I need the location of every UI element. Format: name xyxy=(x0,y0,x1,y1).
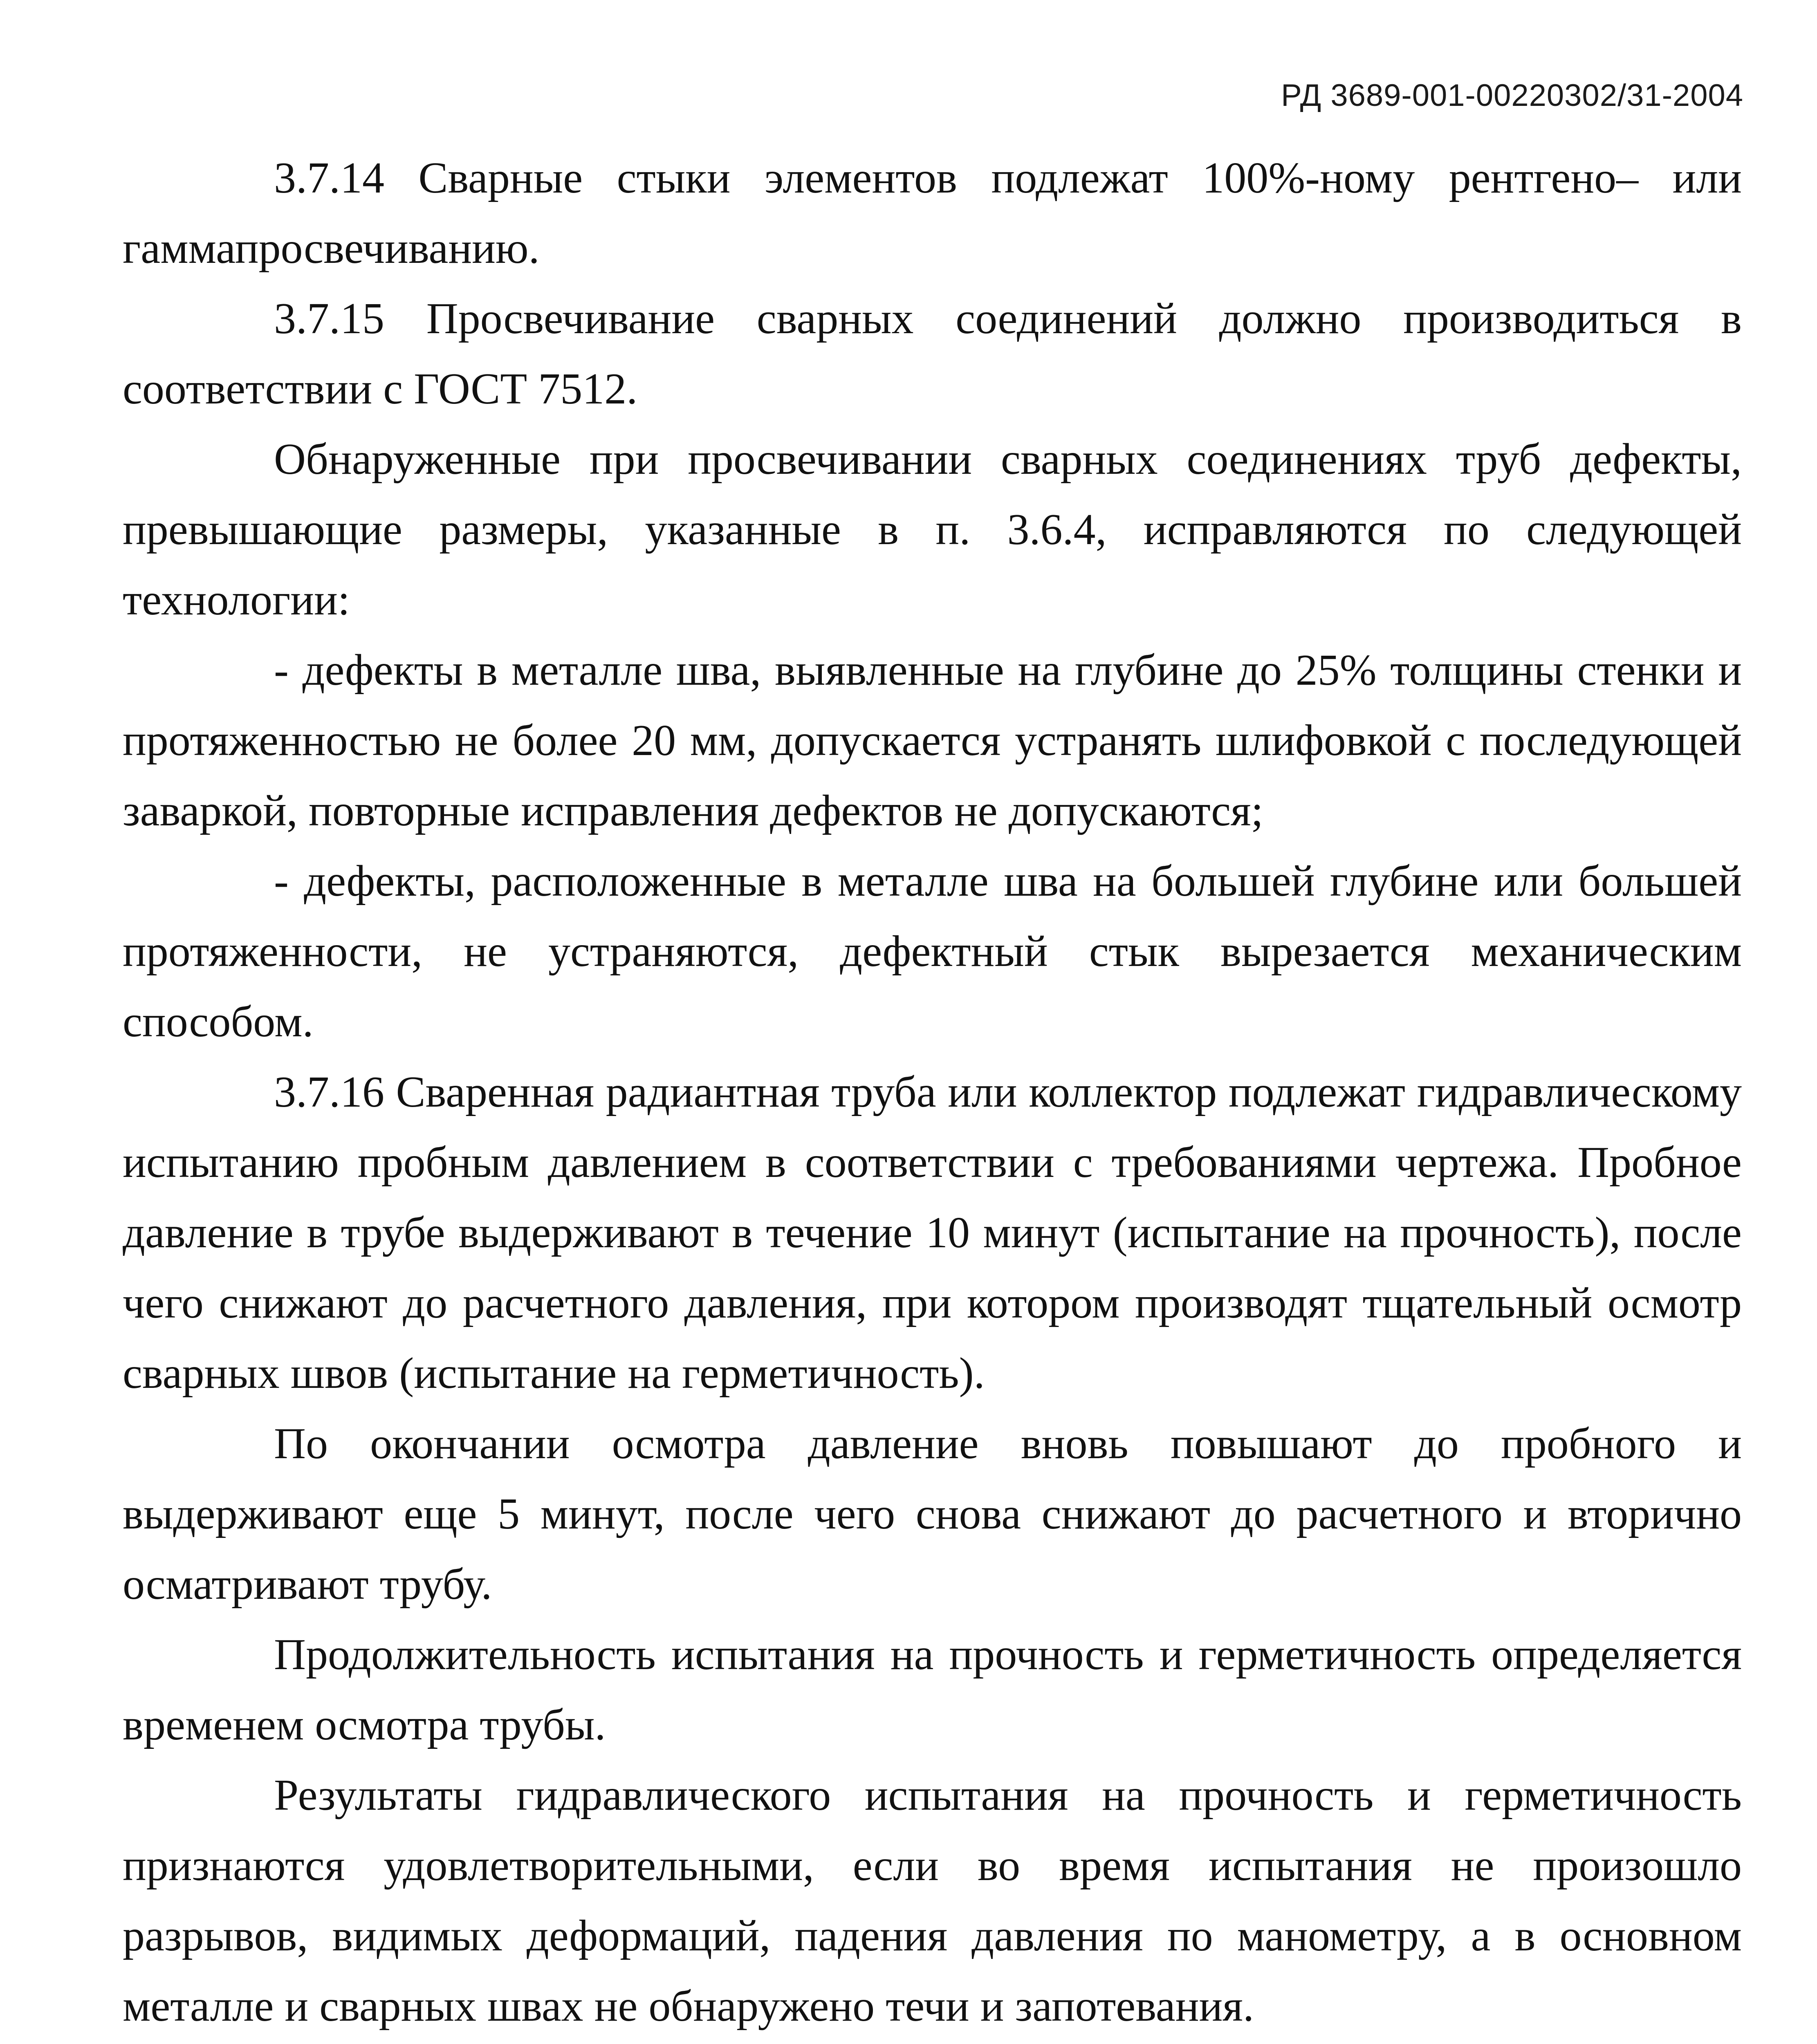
paragraph-3-7-15: 3.7.15 Просвечивание сварных соединений должно производиться в соответствии с ГОСТ 7512. xyxy=(123,294,1742,413)
paragraph-3-7-14: 3.7.14 Сварные стыки элементов подлежат 100%-ному рентгено– или гаммапросвечиванию. xyxy=(123,154,1742,273)
paragraph-defects-intro: Обнаруженные при просвечивании сварных соединениях труб дефекты, превышающие размеры, указанные в п. 3.6.4, исправляются по следующей технологии: xyxy=(123,435,1742,624)
document-code-header: РД 3689-001-00220302/31-2004 xyxy=(1281,78,1743,113)
paragraph-test-results: Результаты гидравлического испытания на прочность и герметичность признаются удовлетворительными, если во время испытания не произошло разрывов, видимых деформаций, падения давления по манометру, а в основном металле и сварных швах не обнаружено течи и запотевания. xyxy=(123,1771,1742,2031)
document-body xyxy=(123,143,1742,2044)
paragraph-3-7-16: 3.7.16 Сваренная радиантная труба или коллектор подлежат гидравлическому испытанию пробным давлением в соответствии с требованиями чертежа. Пробное давление в трубе выдерживают в течение 10 минут (испытание на прочность), после чего снижают до расчетного давления, при котором производят тщательный осмотр сварных швов (испытание на герметичность). xyxy=(123,1068,1742,1398)
paragraph-3-7-17 xyxy=(123,2042,1742,2044)
paragraph-defects-item-2: - дефекты, расположенные в металле шва на большей глубине или большей протяженности, не устраняются, дефектный стык вырезается механическим способом. xyxy=(123,857,1742,1046)
paragraph-defects-item-1: - дефекты в металле шва, выявленные на глубине до 25% толщины стенки и протяженностью не более 20 мм, допускается устранять шлифовкой с последующей заваркой, повторные исправления дефектов не допускаются; xyxy=(123,646,1742,835)
paragraph-pressure-repeat: По окончании осмотра давление вновь повышают до пробного и выдерживают еще 5 минут, после чего снова снижают до расчетного и вторично осматривают трубу. xyxy=(123,1419,1742,1609)
paragraph-test-duration: Продолжительность испытания на прочность и герметичность определяется временем осмотра трубы. xyxy=(123,1630,1742,1749)
